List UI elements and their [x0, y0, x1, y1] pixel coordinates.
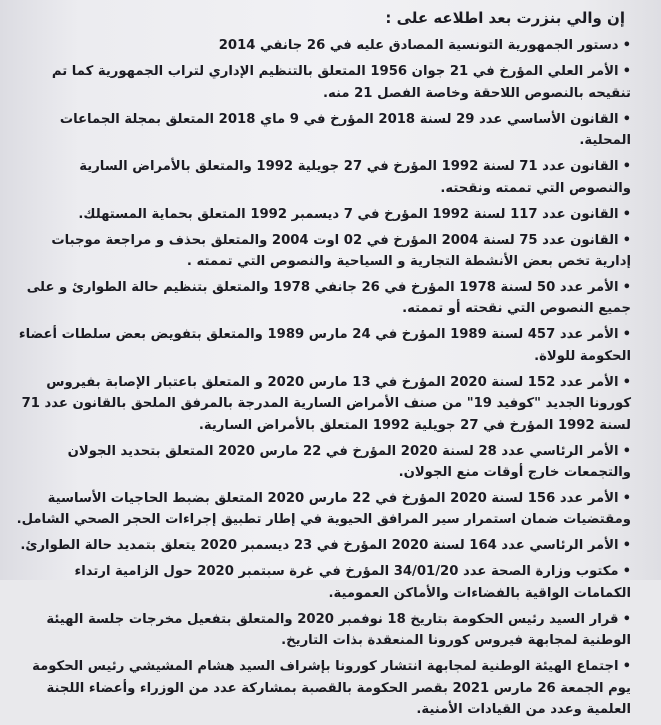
- bullet: •: [622, 206, 631, 222]
- clause-5: [16, 204, 631, 225]
- bullet: •: [622, 611, 631, 627]
- bullet: •: [622, 327, 631, 343]
- clause-10: [16, 441, 631, 484]
- clause-text: الأمر عدد 156 لسنة 2020 المؤرخ في 22 مارس 2020 المتعلق بضبط الحاجيات الأساسية ومقتضيات ضمان استمرار سير المرافق الحيوية في إطار تطبيق إجراءات الحجر الصحي الشامل.: [16, 491, 631, 528]
- clause-8: [16, 324, 631, 367]
- clause-15: [16, 656, 631, 720]
- bullet: •: [622, 564, 631, 580]
- bullet: •: [622, 232, 631, 248]
- clause-text: الأمر عدد 457 لسنة 1989 المؤرخ في 24 مارس 1989 والمتعلق بتفويض بعض سلطات أعضاء الحكومة للولاة.: [18, 327, 631, 364]
- bullet: •: [622, 280, 631, 296]
- clause-text: اجتماع الهيئة الوطنية لمجابهة انتشار كورونا بإشراف السيد هشام المشيشي رئيس الحكومة يوم الجمعة 26 مارس 2021 بقصر الحكومة بالقصبة بمشاركة عدد من الوزراء وأعضاء اللجنة العلمية وعدد من القيادات الأمنية.: [32, 659, 631, 718]
- clause-text: مكتوب وزارة الصحة عدد 34/01/20 المؤرخ في غرة سبتمبر 2020 حول الزامية ارتداء الكمامات الواقية بالفضاءات والأماكن العمومية.: [74, 564, 631, 601]
- bullet: •: [622, 374, 631, 390]
- clause-text: القانون عدد 117 لسنة 1992 المؤرخ في 7 ديسمبر 1992 المتعلق بحماية المستهلك.: [78, 206, 619, 222]
- clause-14: [16, 609, 631, 652]
- clause-text: القانون الأساسي عدد 29 لسنة 2018 المؤرخ في 9 ماي 2018 المتعلق بمجلة الجماعات المحلية.: [59, 111, 631, 149]
- clause-4: [16, 156, 631, 199]
- clause-7: [16, 277, 631, 320]
- bullet: •: [622, 443, 631, 459]
- clause-text: قرار السيد رئيس الحكومة بتاريخ 18 نوفمبر 2020 والمتعلق بتفعيل مخرجات جلسة الهيئة الوطنية لمجابهة فيروس كورونا المنعقدة بذات التاريخ.: [46, 611, 631, 649]
- bullet: •: [622, 38, 631, 54]
- bullet: •: [622, 538, 631, 554]
- clause-text: القانون عدد 71 لسنة 1992 المؤرخ في 27 جويلية 1992 والمتعلق بالأمراض السارية والنصوص التي تممته ونقحته.: [79, 159, 631, 196]
- clause-9: [16, 372, 631, 436]
- bullet: •: [622, 159, 631, 175]
- clause-13: [16, 561, 631, 604]
- clause-text: الأمر الرئاسي عدد 164 لسنة 2020 المؤرخ في 23 ديسمبر 2020 يتعلق بتمديد حالة الطوارئ.: [20, 538, 619, 554]
- clause-text: الأمر عدد 50 لسنة 1978 المؤرخ في 26 جانفي 1978 والمتعلق بتنظيم حالة الطوارئ و على جميع النصوص التي نقحته أو تممته.: [26, 280, 631, 317]
- clause-text: دستور الجمهورية التونسية المصادق عليه في 26 جانفي 2014: [218, 38, 619, 54]
- clause-1: [16, 35, 631, 56]
- clause-text: الأمر العلي المؤرخ في 21 جوان 1956 المتعلق بالتنظيم الإداري لتراب الجمهورية كما تم تنقيحه بالنصوص اللاحقة وخاصة الفصل 21 منه.: [51, 64, 631, 101]
- clause-11: [16, 488, 631, 531]
- document-body: [16, 8, 631, 725]
- clause-12: [16, 535, 631, 556]
- clause-text: الأمر الرئاسي عدد 28 لسنة 2020 المؤرخ في 22 مارس 2020 المتعلق بتحديد الجولان والتجمعات خارج أوقات منع الجولان.: [67, 443, 631, 481]
- clause-3: [16, 109, 631, 152]
- clause-2: [16, 61, 631, 104]
- clause-text: الأمر عدد 152 لسنة 2020 المؤرخ في 13 مارس 2020 و المتعلق باعتبار الإصابة بفيروس كورونا الجديد "كوفيد 19" من صنف الأمراض السارية المدرجة بالمرفق الملحق بالقانون عدد 71 لسنة 1992 المؤرخ في 27 جويلية 1992 المتعلق بالأمراض السارية.: [21, 374, 631, 433]
- bullet: •: [622, 491, 631, 507]
- clause-6: [16, 230, 631, 273]
- bullet: •: [622, 111, 631, 127]
- bullet: •: [622, 659, 631, 675]
- clause-text: القانون عدد 75 لسنة 2004 المؤرخ في 02 اوت 2004 والمتعلق بحذف و مراجعة موجبات إدارية تخص بعض الأنشطة التجارية و السياحية والنصوص التي تممته .: [51, 232, 631, 270]
- bullet: •: [622, 64, 631, 80]
- document-heading: إن والي بنزرت بعد اطلاعه على :: [385, 9, 625, 27]
